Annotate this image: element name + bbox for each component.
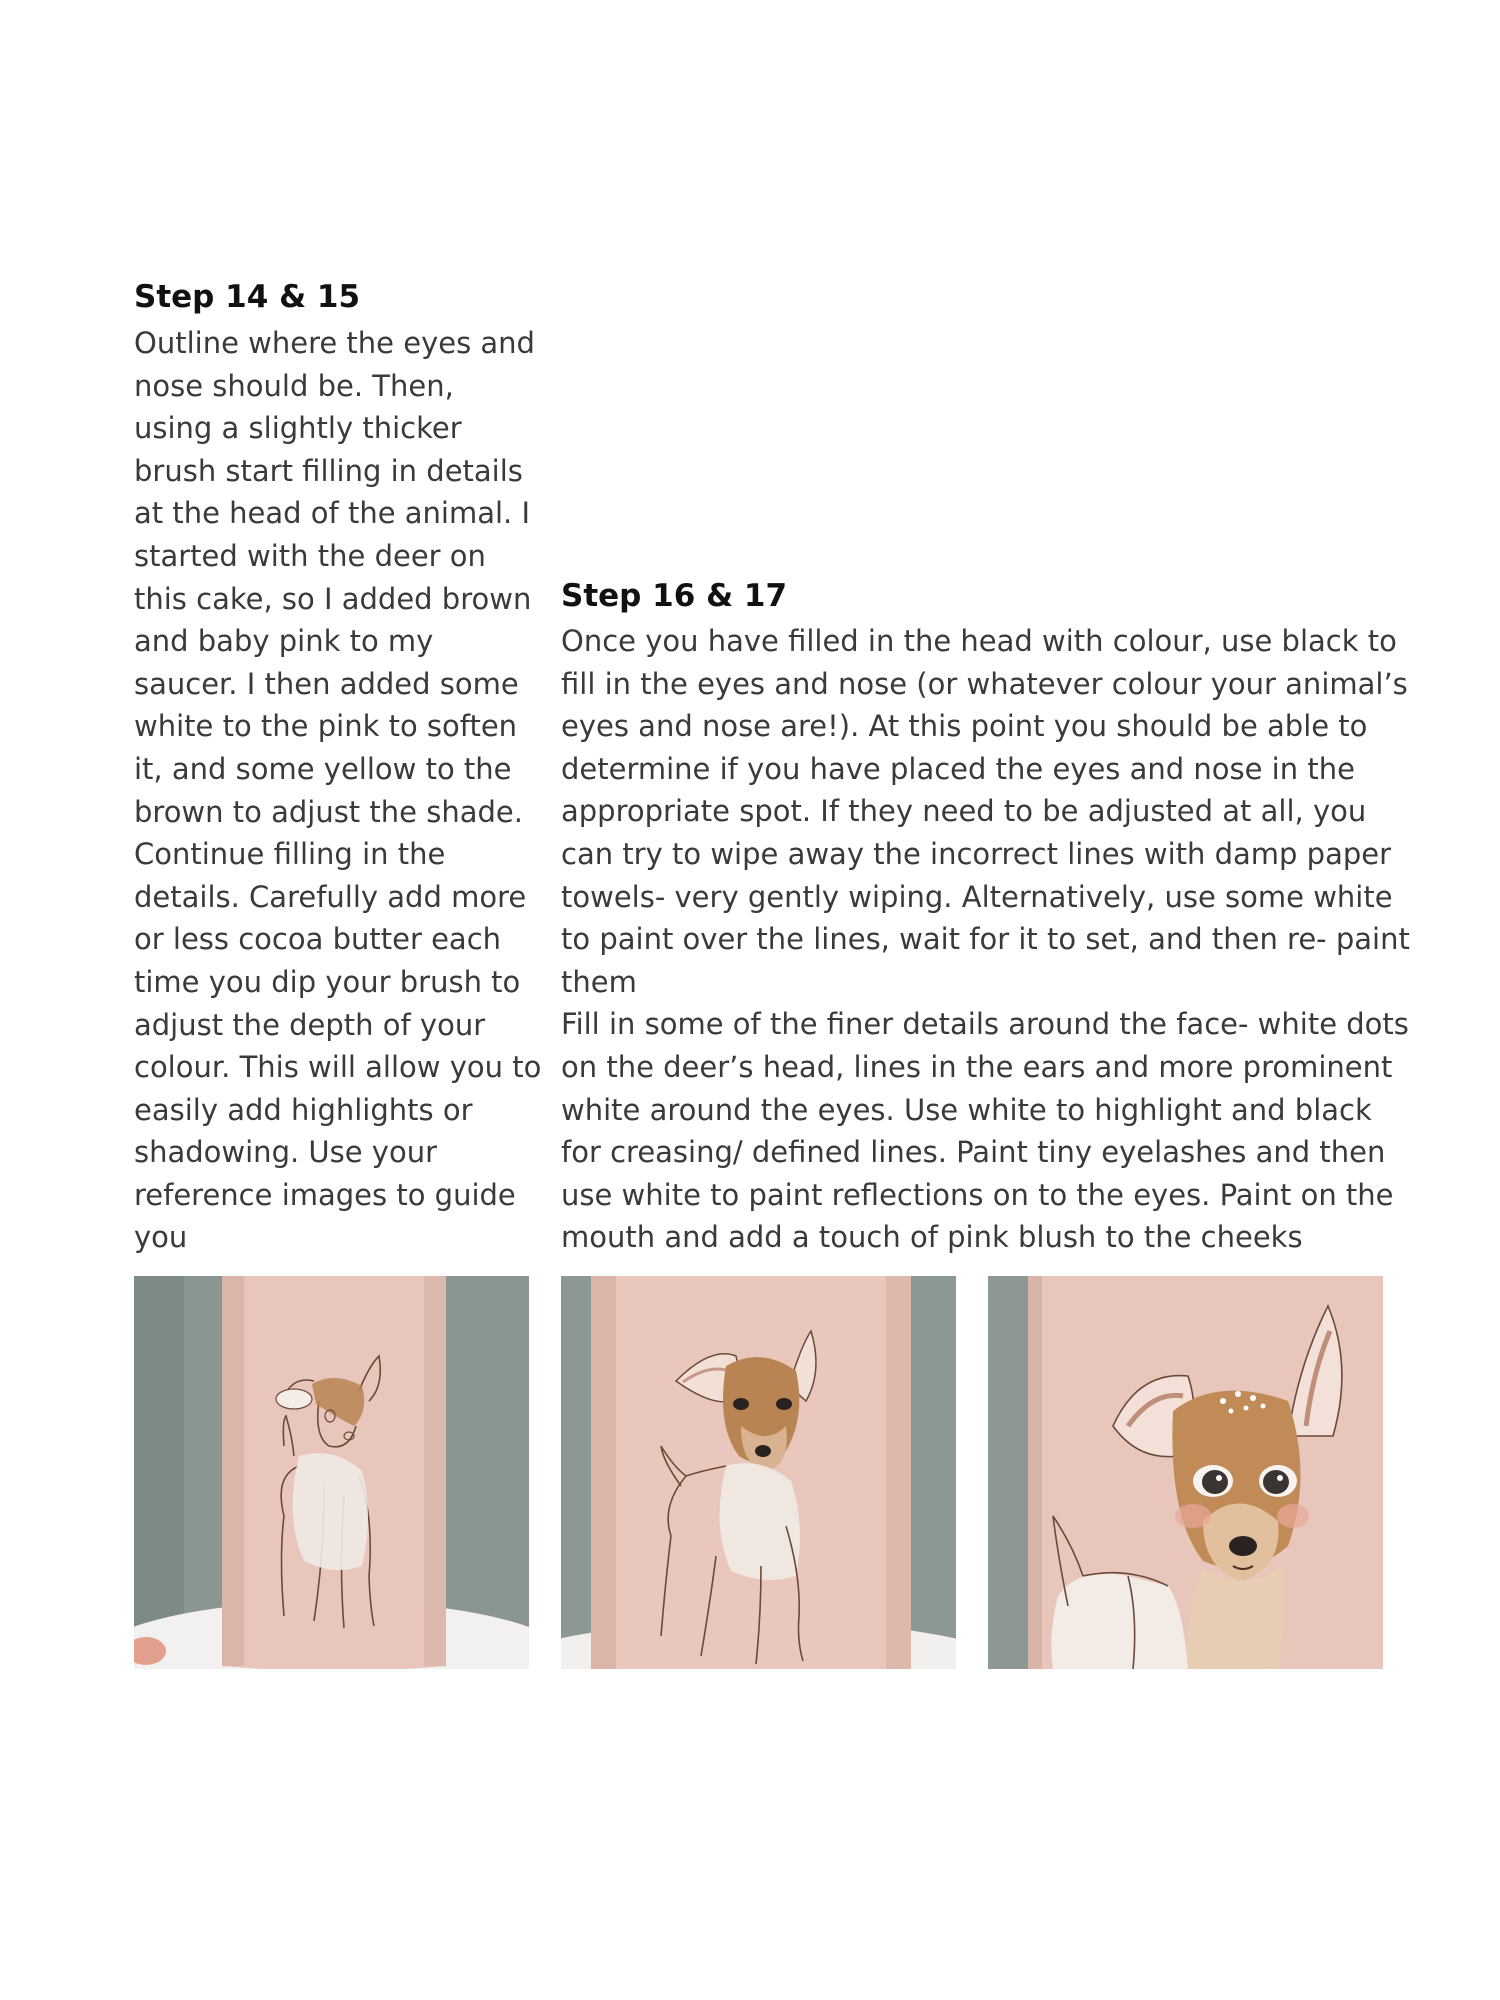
text-line: it, and some yellow to the (134, 751, 512, 786)
text-line: appropriate spot. If they need to be adjusted at all, you (561, 794, 1367, 829)
text-line: you (134, 1220, 188, 1255)
step-17-photo (988, 1276, 1383, 1669)
text-line: white to the pink to soften (134, 709, 518, 744)
text-line: Once you have filled in the head with colour, use black to (561, 624, 1397, 658)
text-line: use white to paint reflections on to the eyes. Paint on the (561, 1177, 1394, 1212)
text-line: time you dip your brush to (134, 964, 521, 999)
step-16-17-text (561, 620, 1410, 1259)
text-line: adjust the depth of your (134, 1007, 486, 1042)
text-line: brush start filling in details (134, 453, 523, 488)
text-line: at the head of the animal. I (134, 496, 531, 531)
text-line: easily add highlights or (134, 1092, 473, 1127)
text-line: eyes and nose are!). At this point you should be able to (561, 709, 1368, 744)
text-line: brown to adjust the shade. (134, 794, 523, 829)
text-line: Outline where the eyes and (134, 326, 535, 360)
text-line: colour. This will allow you to (134, 1050, 542, 1085)
text-line: them (561, 964, 637, 999)
text-line: and baby pink to my (134, 624, 434, 659)
text-line: can try to wipe away the incorrect lines with damp paper (561, 836, 1392, 871)
text-line: fill in the eyes and nose (or whatever colour your animal’s (561, 666, 1408, 701)
step-14-15-heading: Step 14 & 15 (134, 279, 361, 315)
deer-cake-illustration-1 (134, 1276, 529, 1669)
text-line: determine if you have placed the eyes and nose in the (561, 751, 1355, 786)
text-line: using a slightly thicker (134, 411, 462, 446)
text-line: nose should be. Then, (134, 368, 454, 403)
step-14-15-text (134, 322, 542, 1259)
deer-cake-illustration-2 (561, 1276, 956, 1669)
text-line: Continue filling in the (134, 837, 446, 872)
text-line: shadowing. Use your (134, 1135, 438, 1170)
text-line: Fill in some of the finer details around the face- white dots (561, 1007, 1409, 1042)
text-line: or less cocoa butter each (134, 922, 502, 957)
deer-cake-illustration-3 (988, 1276, 1383, 1669)
step-14-15-photo (134, 1276, 529, 1669)
text-line: saucer. I then added some (134, 666, 519, 701)
text-line: on the deer’s head, lines in the ears and more prominent (561, 1049, 1393, 1084)
text-line: white around the eyes. Use white to highlight and black (561, 1092, 1372, 1127)
text-line: towels- very gently wiping. Alternatively, use some white (561, 879, 1393, 914)
text-line: details. Carefully add more (134, 879, 527, 914)
text-line: for creasing/ defined lines. Paint tiny eyelashes and then (561, 1135, 1386, 1170)
step-16-17-heading: Step 16 & 17 (561, 578, 788, 614)
text-line: reference images to guide (134, 1177, 516, 1212)
step-16-photo (561, 1276, 956, 1669)
text-line: started with the deer on (134, 538, 486, 573)
text-line: to paint over the lines, wait for it to set, and then re- paint (561, 922, 1410, 957)
text-line: this cake, so I added brown (134, 581, 532, 616)
text-line: mouth and add a touch of pink blush to the cheeks (561, 1220, 1303, 1255)
